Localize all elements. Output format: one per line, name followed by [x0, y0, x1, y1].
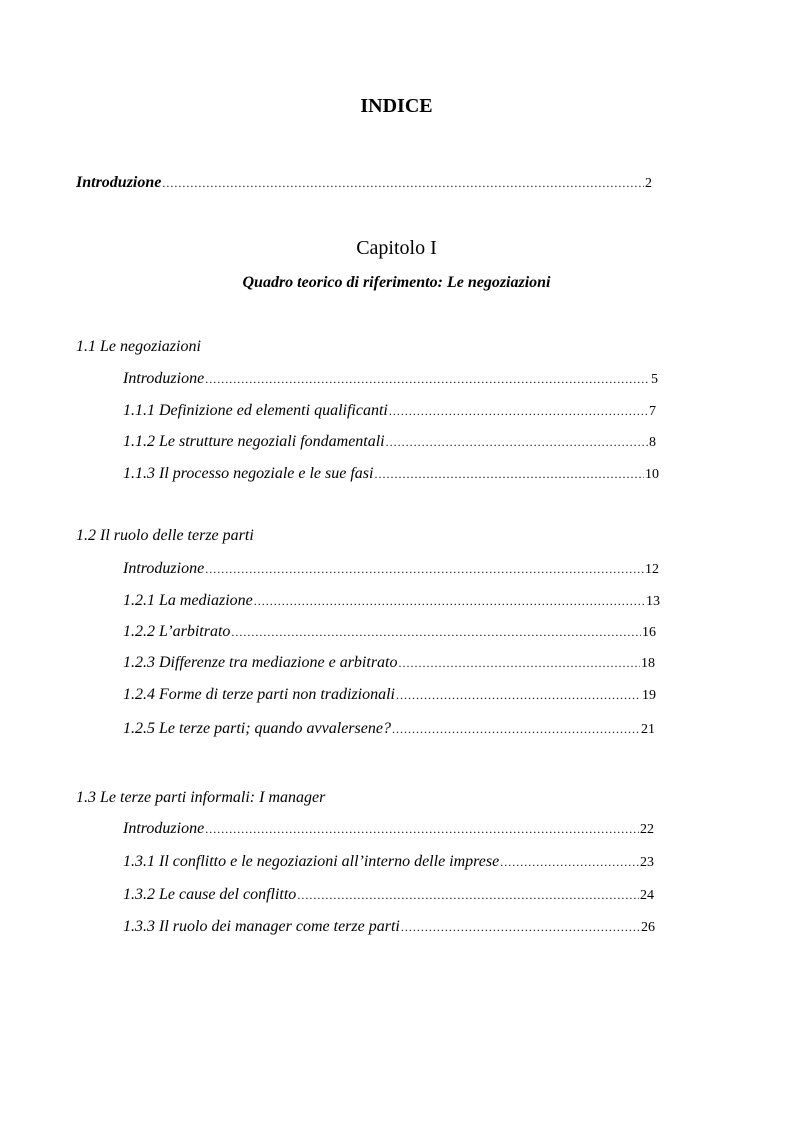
toc-entry[interactable]	[123, 917, 655, 938]
toc-entry-page: 12	[645, 562, 659, 577]
toc-entry[interactable]	[123, 653, 655, 674]
toc-entry-page: 8	[649, 435, 656, 450]
page-title: INDICE	[360, 95, 433, 117]
toc-entry-label: 1.1.3 Il processo negoziale e le sue fasi	[123, 465, 374, 482]
toc-entry-page: 22	[640, 822, 654, 837]
toc-entry-label: 1.2.2 L’arbitrato	[123, 623, 231, 640]
toc-entry[interactable]	[123, 852, 654, 873]
dot-leader	[386, 432, 648, 452]
toc-entry-page: 10	[645, 467, 659, 482]
dot-leader	[254, 591, 645, 611]
toc-entry-page: 24	[640, 888, 654, 903]
chapter-title: Capitolo I	[356, 237, 437, 259]
section-heading: 1.3 Le terze parti informali: I manager	[76, 789, 326, 806]
toc-entry-label: 1.2.1 La mediazione	[123, 592, 253, 609]
toc-entry-label: Introduzione	[123, 820, 205, 837]
toc-entry[interactable]	[123, 622, 656, 643]
toc-entry-page: 23	[640, 855, 654, 870]
toc-entry-page: 21	[641, 722, 655, 737]
toc-entry-label: 1.2.5 Le terze parti; quando avvalersene?	[123, 720, 391, 737]
toc-entry[interactable]	[123, 885, 654, 906]
toc-entry-label: 1.3.3 Il ruolo dei manager come terze parti	[123, 918, 400, 935]
toc-entry[interactable]	[123, 591, 660, 612]
toc-entry-label: 1.1.2 Le strutture negoziali fondamentali	[123, 433, 385, 450]
toc-entry-label: Introduzione	[123, 370, 205, 387]
toc-entry-label: 1.3.2 Le cause del conflitto	[123, 886, 297, 903]
toc-entry-page: 7	[649, 404, 656, 419]
dot-leader	[396, 685, 641, 705]
toc-entry-label: 1.2.4 Forme di terze parti non tradizionali	[123, 686, 395, 703]
dot-leader	[399, 653, 641, 673]
toc-entry[interactable]	[123, 719, 655, 740]
toc-entry-page: 26	[641, 920, 655, 935]
toc-entry-label: Introduzione	[123, 560, 205, 577]
toc-entry-label: 1.3.1 Il conflitto e le negoziazioni all’interno delle imprese	[123, 853, 500, 870]
dot-leader	[205, 559, 644, 579]
dot-leader	[205, 369, 650, 389]
toc-entry-page: 18	[641, 656, 655, 671]
dot-leader	[297, 885, 639, 905]
toc-intro-page: 2	[645, 176, 652, 191]
toc-entry[interactable]	[123, 685, 656, 706]
dot-leader	[401, 917, 640, 937]
dot-leader	[374, 464, 644, 484]
toc-entry[interactable]	[123, 432, 656, 453]
dot-leader	[231, 622, 641, 642]
chapter-subtitle: Quadro teorico di riferimento: Le negoziazioni	[242, 274, 551, 291]
toc-entry[interactable]	[123, 559, 659, 580]
toc-entry-label: 1.1.1 Definizione ed elementi qualificanti	[123, 402, 388, 419]
dot-leader	[500, 852, 639, 872]
toc-entry[interactable]	[123, 819, 654, 840]
section-heading: 1.2 Il ruolo delle terze parti	[76, 527, 254, 544]
dot-leader	[205, 819, 639, 839]
toc-intro-row[interactable]	[76, 173, 652, 194]
toc-entry[interactable]	[123, 401, 656, 422]
toc-entry[interactable]	[123, 464, 659, 485]
toc-intro-label: Introduzione	[76, 174, 162, 191]
dot-leader	[389, 401, 648, 421]
toc-entry-label: 1.2.3 Differenze tra mediazione e arbitrato	[123, 654, 398, 671]
toc-entry[interactable]	[123, 369, 658, 390]
dot-leader	[392, 719, 640, 739]
toc-entry-page: 13	[646, 594, 660, 609]
dot-leader	[162, 173, 644, 193]
section-heading: 1.1 Le negoziazioni	[76, 338, 201, 355]
toc-entry-page: 16	[642, 625, 656, 640]
toc-entry-page: 5	[651, 372, 658, 387]
toc-entry-page: 19	[642, 688, 656, 703]
